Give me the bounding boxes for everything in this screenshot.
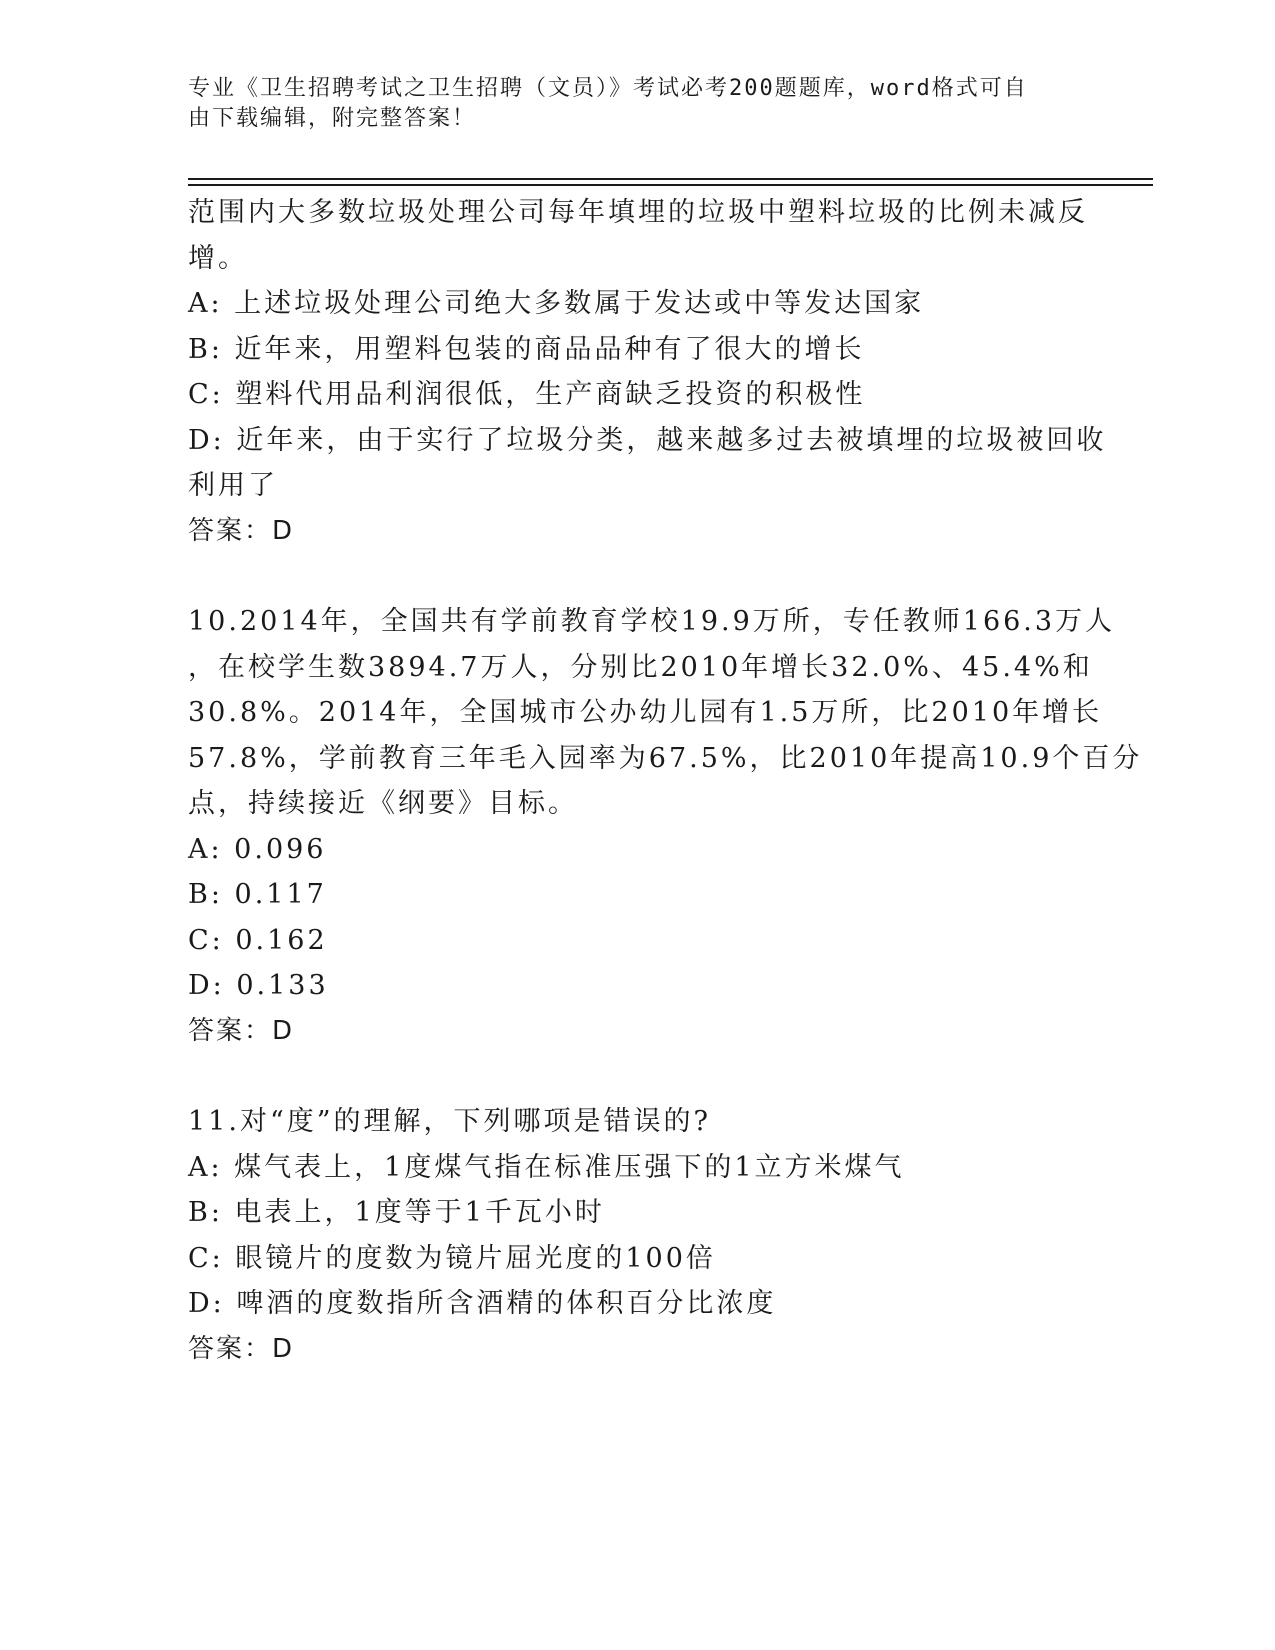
question-9-answer: 答案：D: [188, 515, 295, 546]
question-11-stem: 11.对“度”的理解，下列哪项是错误的?: [188, 1106, 712, 1137]
question-10-option-a: A: 0.096: [188, 833, 327, 865]
question-10-option-b: B: 0.117: [188, 879, 327, 910]
question-9-option-b: B: 近年来，用塑料包装的商品品种有了很大的增长: [188, 333, 865, 365]
question-10-stem-line-2: ，在校学生数3894.7万人，分别比2010年增长32.0%、45.4%和: [188, 651, 1093, 683]
question-spacer: [188, 1054, 1088, 1099]
question-10-stem-line-1: 10.2014年，全国共有学前教育学校19.9万所，专任教师166.3万人: [188, 606, 1116, 637]
question-11-option-b: B: 电表上，1度等于1千瓦小时: [188, 1197, 605, 1228]
question-11-option-a: A: 煤气表上，1度煤气指在标准压强下的1立方米煤气: [188, 1151, 905, 1183]
header-rule-bottom: [188, 184, 1153, 186]
document-body: [188, 190, 1143, 1372]
question-9-stem-line-2: 增。: [188, 242, 248, 274]
question-11-option-c: C: 眼镜片的度数为镜片屈光度的100倍: [188, 1242, 716, 1274]
header-line-2: 由下载编辑，附完整答案！: [188, 106, 477, 131]
question-10-option-c: C: 0.162: [188, 924, 328, 956]
question-9-option-d-line-2: 利用了: [188, 470, 278, 501]
question-9: [188, 190, 1107, 554]
question-10: [188, 599, 1143, 1054]
question-10-stem-line-3: 30.8%。2014年，全国城市公办幼儿园有1.5万所，比2010年增长: [188, 697, 1103, 728]
header-line-1: 专业《卫生招聘考试之卫生招聘（文员）》考试必考200题题库，word格式可自: [188, 76, 1028, 101]
question-10-answer: 答案：D: [188, 1015, 295, 1046]
question-9-option-d-line-1: D: 近年来，由于实行了垃圾分类，越来越多过去被填埋的垃圾被回收: [188, 424, 1107, 456]
page-header: [188, 74, 1068, 134]
question-9-option-c: C: 塑料代用品利润很低，生产商缺乏投资的积极性: [188, 379, 866, 410]
question-11-answer: 答案：D: [188, 1333, 295, 1364]
question-spacer: [188, 554, 1088, 599]
question-11: [188, 1099, 1088, 1372]
question-9-stem-line-1: 范围内大多数垃圾处理公司每年填埋的垃圾中塑料垃圾的比例未减反: [188, 197, 1088, 228]
question-10-stem-line-5: 点，持续接近《纲要》目标。: [188, 788, 578, 819]
header-rule-top: [188, 178, 1153, 180]
question-10-option-d: D: 0.133: [188, 970, 329, 1001]
question-9-option-a: A: 上述垃圾处理公司绝大多数属于发达或中等发达国家: [188, 288, 925, 319]
question-11-option-d: D: 啤酒的度数指所含酒精的体积百分比浓度: [188, 1288, 777, 1319]
question-10-stem-line-4: 57.8%，学前教育三年毛入园率为67.5%，比2010年提高10.9个百分: [188, 742, 1143, 774]
